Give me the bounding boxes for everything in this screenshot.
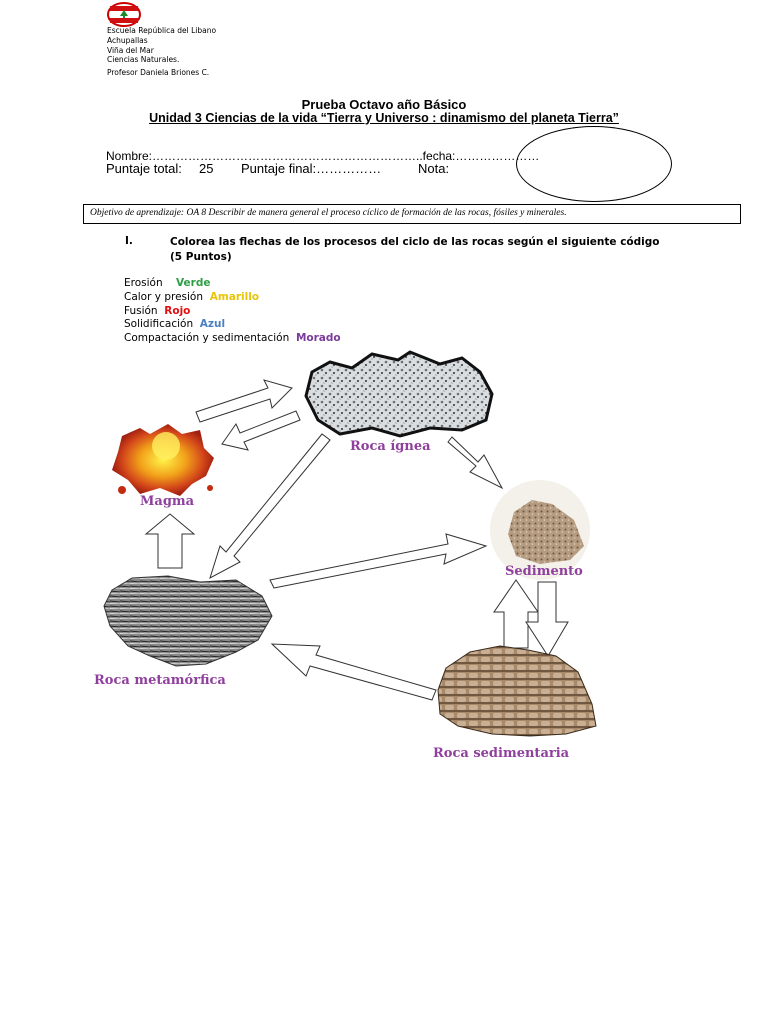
question-number: I. [125,235,133,247]
arrow-magma-to-ignea [196,380,292,422]
label-roca-metamorfica: Roca metamórfica [94,673,226,688]
school-city: Achupallas [107,36,148,45]
school-teacher: Profesor Daniela Briones C. [107,68,210,77]
code-process: Solidificación [124,318,194,330]
label-sedimento: Sedimento [505,564,583,579]
code-calor [124,291,259,303]
arrow-ignea-to-metamorfica [210,434,330,578]
code-process: Erosión [124,277,163,289]
code-process: Compactación y sedimentación [124,332,290,344]
arrow-sedimentaria-to-metamorfica [272,644,436,700]
code-process: Calor y presión [124,291,203,303]
arrow-ignea-to-magma [222,411,300,450]
metamorphic-rock-image [104,576,272,666]
nombre-field[interactable]: Nombre:…………………………………………………………..fecha:………………… [106,149,540,163]
label-roca-sedimentaria: Roca sedimentaria [433,746,570,761]
puntaje-final-field[interactable]: Puntaje final:…………… [241,161,382,176]
code-color: Rojo [164,305,191,317]
page-title: Prueba Octavo año Básico [301,97,467,112]
objective-box [83,204,741,224]
arrow-sedimentaria-to-sedimento [494,580,538,648]
igneous-rock-image [306,352,492,436]
grade-oval[interactable] [516,126,672,202]
code-process: Fusión [124,305,158,317]
code-color: Amarillo [209,291,260,303]
code-erosion [124,277,210,289]
sedimentary-rock-image [438,646,596,736]
arrow-metamorfica-to-sedimento [270,534,486,588]
code-color: Morado [295,332,341,344]
puntaje-total-value: 25 [199,161,214,176]
label-roca-ignea: Roca ígnea [350,439,431,454]
arrow-ignea-to-sedimento [448,437,502,488]
code-fusion [124,305,190,317]
question-text: Colorea las flechas de los procesos del ciclo de las rocas según el siguiente código (5 Puntos) [170,236,660,263]
school-region: Viña del Mar [107,46,154,55]
puntaje-total-label: Puntaje total: [106,161,182,176]
nota-label: Nota: [418,161,450,176]
page-subtitle: Unidad 3 Ciencias de la vida “Tierra y Universo : dinamismo del planeta Tierra” [149,111,619,125]
objective-text: Objetivo de aprendizaje: OA 8 Describir de manera general el proceso cíclico de formación de las rocas, fósiles y minerales. [90,208,567,218]
school-name: Escuela República del Libano [107,26,217,35]
label-magma: Magma [140,494,195,509]
code-color: Azul [199,318,226,330]
school-logo [106,2,142,27]
code-color: Verde [175,277,211,289]
code-solidificacion [124,318,225,330]
school-subject: Ciencias Naturales. [107,55,180,64]
magma-image [112,424,214,496]
rock-cycle-diagram [80,340,700,770]
arrow-metamorfica-to-magma [146,514,194,568]
arrow-sedimento-to-sedimentaria [526,582,568,656]
